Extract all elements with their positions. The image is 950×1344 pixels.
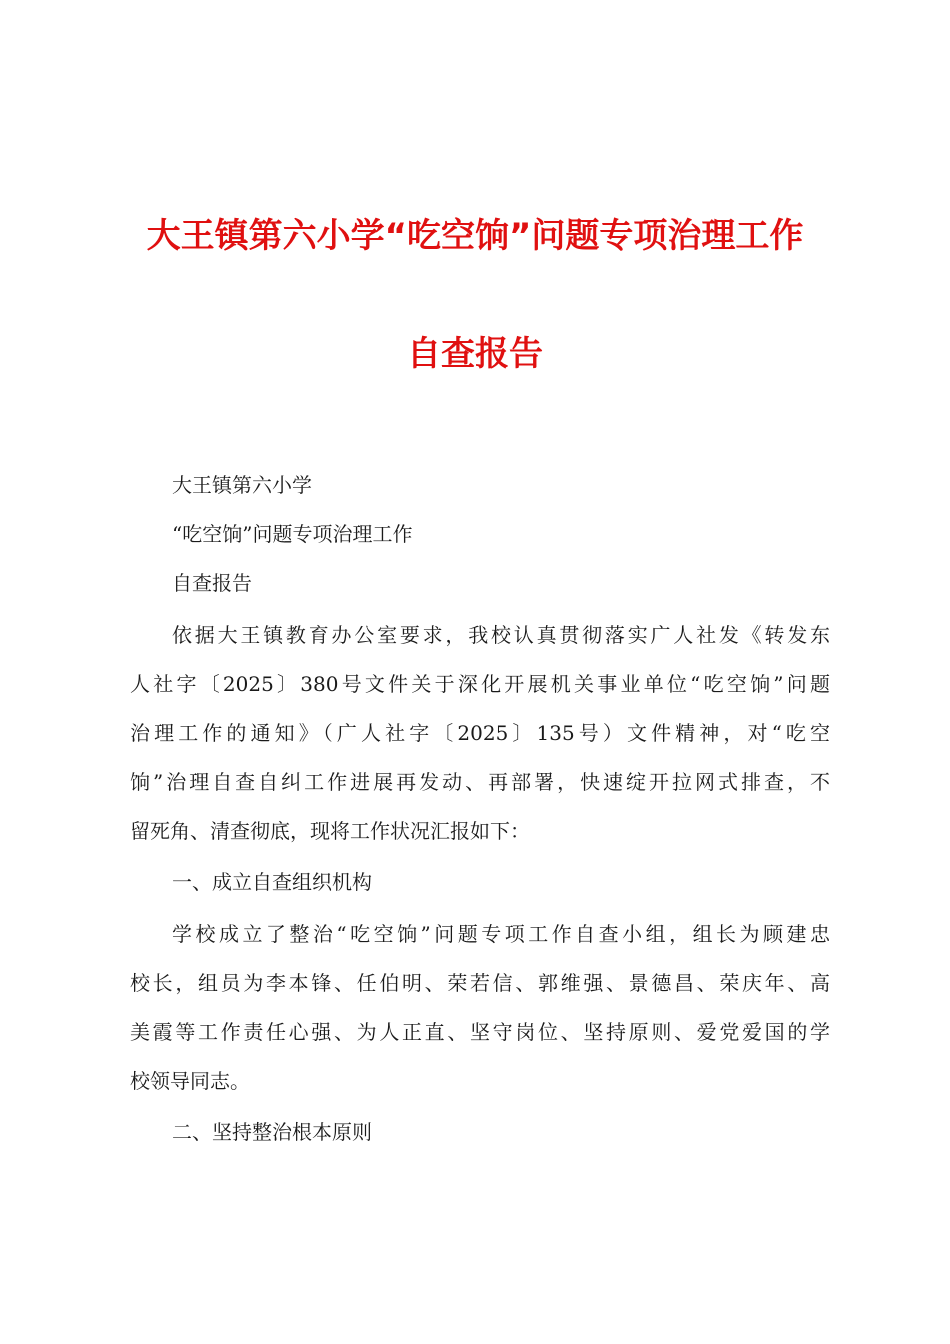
intro-paragraph-line: 饷”治理自查自纠工作进展再发动、再部署，快速绽开拉网式排查，不 bbox=[130, 770, 830, 794]
section1-paragraph-line: 校长，组员为李本锋、任伯明、荣若信、郭维强、景德昌、荣庆年、高 bbox=[130, 971, 830, 995]
section-heading-1: 一、成立自查组织机构 bbox=[172, 870, 372, 894]
intro-paragraph-line: 留死角、清查彻底，现将工作状况汇报如下： bbox=[130, 819, 530, 843]
document-title-line-2: 自查报告 bbox=[407, 334, 543, 374]
document-title-line-1: 大王镇第六小学“吃空饷”问题专项治理工作 bbox=[146, 216, 804, 256]
section1-paragraph-line: 学校成立了整治“吃空饷”问题专项工作自查小组，组长为顾建忠 bbox=[172, 922, 830, 946]
section-heading-2: 二、坚持整治根本原则 bbox=[172, 1120, 372, 1144]
intro-paragraph-line: 治理工作的通知》（广人社字〔2025〕135号）文件精神，对“吃空 bbox=[130, 721, 830, 745]
header-line-report: 自查报告 bbox=[172, 571, 252, 595]
intro-paragraph-line: 人社字〔2025〕380号文件关于深化开展机关事业单位“吃空饷”问题 bbox=[130, 672, 830, 696]
section1-paragraph-line: 校领导同志。 bbox=[130, 1069, 250, 1093]
section1-paragraph-line: 美霞等工作责任心强、为人正直、坚守岗位、坚持原则、爱党爱国的学 bbox=[130, 1020, 830, 1044]
header-line-subject: “吃空饷”问题专项治理工作 bbox=[172, 522, 413, 546]
header-line-school: 大王镇第六小学 bbox=[172, 473, 312, 497]
intro-paragraph-line: 依据大王镇教育办公室要求，我校认真贯彻落实广人社发《转发东 bbox=[172, 623, 830, 647]
